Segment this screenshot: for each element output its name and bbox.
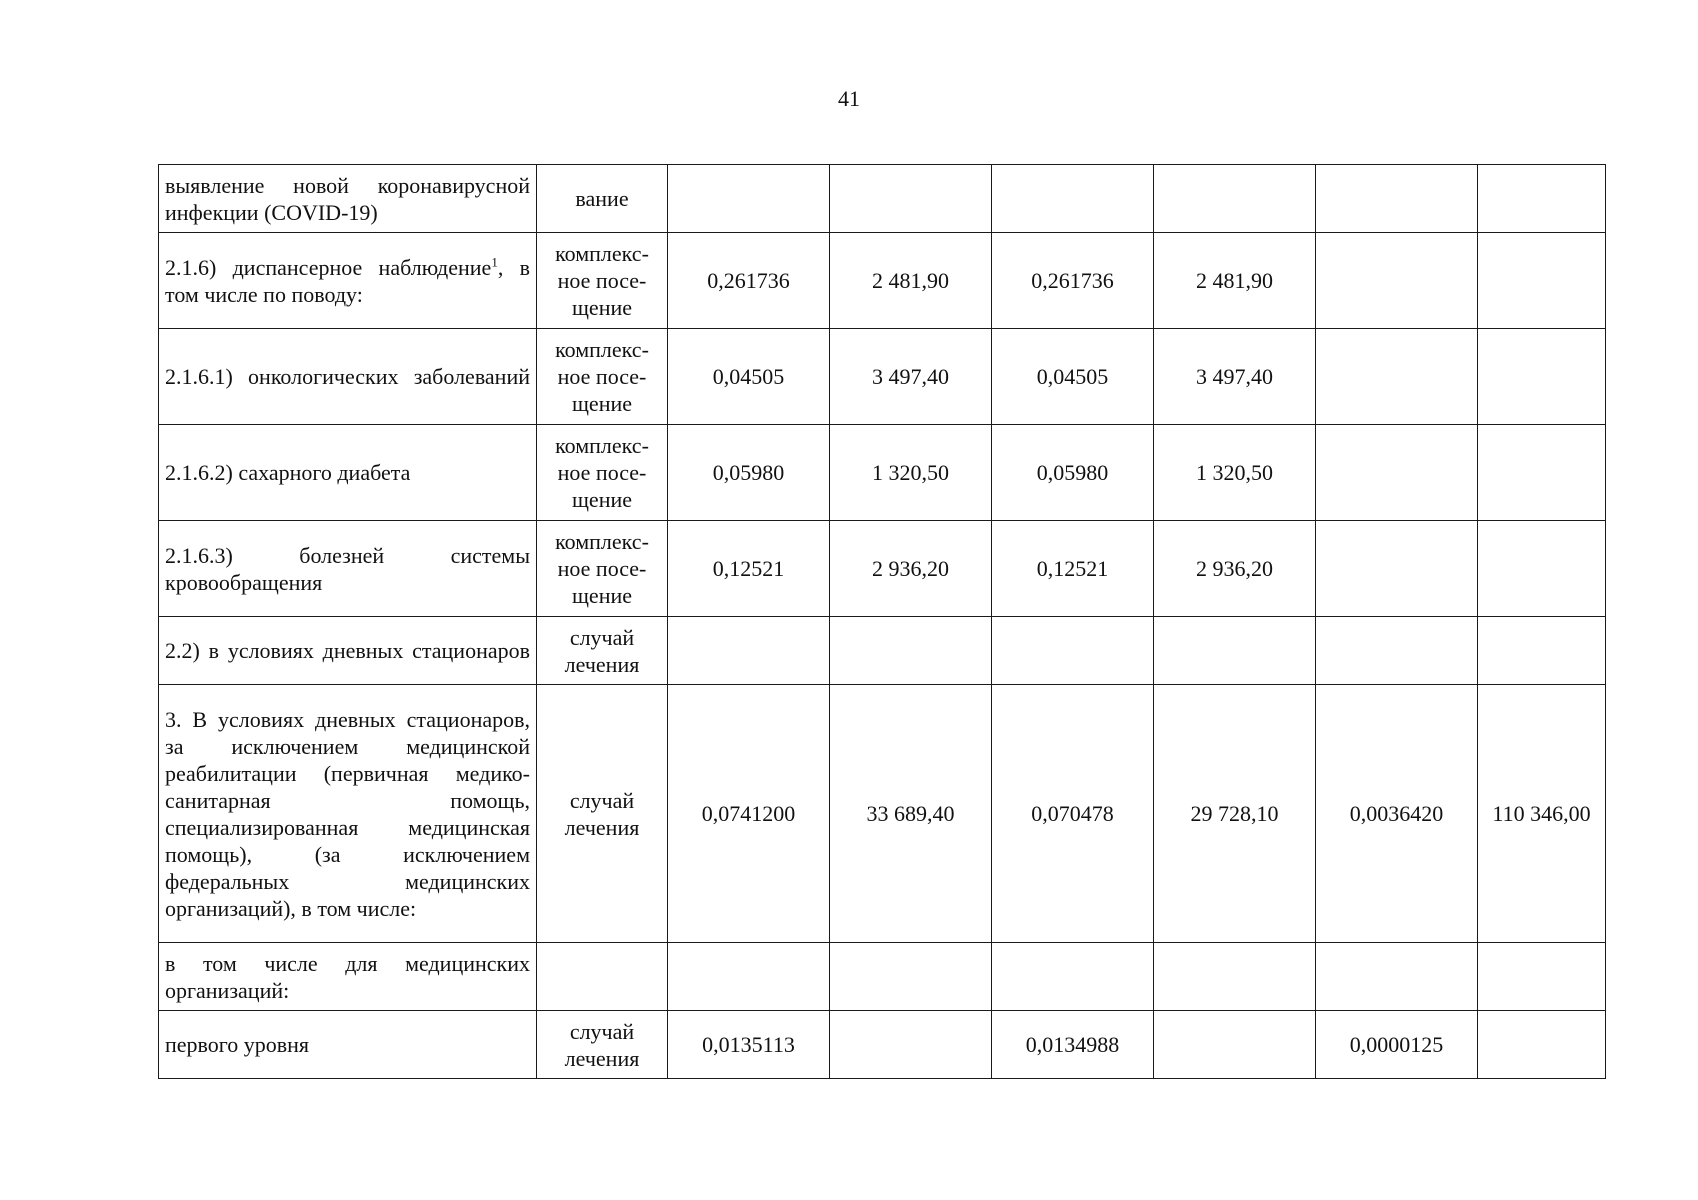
table-row bbox=[159, 1011, 1606, 1079]
cell-value: 2 936,20 bbox=[830, 521, 992, 617]
cell-value: 29 728,10 bbox=[1154, 685, 1316, 943]
row-name: выявление новой коронавирусной инфекции (COVID-19) bbox=[159, 165, 537, 233]
table-row bbox=[159, 521, 1606, 617]
row-name: 2.1.6) диспансерное наблюдение$^1$, в том числе по поводу: bbox=[159, 233, 537, 329]
row-name: 2.1.6.2) сахарного диабета bbox=[159, 425, 537, 521]
cell-value: 0,05980 bbox=[992, 425, 1154, 521]
row-unit: случай лечения bbox=[537, 617, 668, 685]
row-unit bbox=[537, 943, 668, 1011]
cell-value bbox=[1316, 425, 1478, 521]
footnote-mark: 1 bbox=[491, 254, 498, 270]
cell-value: 1 320,50 bbox=[1154, 425, 1316, 521]
row-name: 2.1.6.1) онкологических заболеваний bbox=[159, 329, 537, 425]
cell-value: 3 497,40 bbox=[1154, 329, 1316, 425]
cell-value bbox=[830, 165, 992, 233]
cell-value: 2 481,90 bbox=[1154, 233, 1316, 329]
cell-value: 0,12521 bbox=[668, 521, 830, 617]
cell-value bbox=[1478, 233, 1606, 329]
cell-value bbox=[830, 943, 992, 1011]
cell-value: 0,261736 bbox=[992, 233, 1154, 329]
cell-value: 0,05980 bbox=[668, 425, 830, 521]
table-row bbox=[159, 233, 1606, 329]
cell-value bbox=[1478, 425, 1606, 521]
tariff-table bbox=[158, 164, 1606, 1079]
table-row bbox=[159, 165, 1606, 233]
cell-value bbox=[1316, 165, 1478, 233]
row-unit: случай лечения bbox=[537, 685, 668, 943]
cell-value bbox=[1478, 521, 1606, 617]
cell-value bbox=[1154, 943, 1316, 1011]
row-name: 2.1.6.3) болезней системы кровообращения bbox=[159, 521, 537, 617]
row-unit: вание bbox=[537, 165, 668, 233]
cell-value bbox=[1478, 943, 1606, 1011]
cell-value bbox=[1316, 521, 1478, 617]
cell-value bbox=[1478, 165, 1606, 233]
cell-value bbox=[1478, 617, 1606, 685]
table-row bbox=[159, 617, 1606, 685]
cell-value bbox=[1154, 165, 1316, 233]
cell-value: 0,0134988 bbox=[992, 1011, 1154, 1079]
row-unit: комплекс-ное посе-щение bbox=[537, 233, 668, 329]
row-name: в том числе для медицинских организаций: bbox=[159, 943, 537, 1011]
table-row bbox=[159, 329, 1606, 425]
table-row bbox=[159, 425, 1606, 521]
cell-value bbox=[992, 165, 1154, 233]
table-row bbox=[159, 943, 1606, 1011]
row-name: 2.2) в условиях дневных стационаров bbox=[159, 617, 537, 685]
cell-value bbox=[1154, 1011, 1316, 1079]
cell-value bbox=[668, 943, 830, 1011]
cell-value bbox=[1478, 1011, 1606, 1079]
cell-value bbox=[668, 165, 830, 233]
cell-value bbox=[1478, 329, 1606, 425]
cell-value: 3 497,40 bbox=[830, 329, 992, 425]
row-unit: случай лечения bbox=[537, 1011, 668, 1079]
cell-value: 110 346,00 bbox=[1478, 685, 1606, 943]
cell-value bbox=[1316, 329, 1478, 425]
cell-value bbox=[992, 943, 1154, 1011]
table-row bbox=[159, 685, 1606, 943]
row-name: 3. В условиях дневных стационаров, за исключением медицинской реабилитации (первичная медико-санитарная помощь, специализированная медицинская помощь), (за исключением федеральных медицинских организаций), в том числе: bbox=[159, 685, 537, 943]
cell-value: 0,0135113 bbox=[668, 1011, 830, 1079]
cell-value bbox=[1316, 233, 1478, 329]
cell-value bbox=[1154, 617, 1316, 685]
cell-value bbox=[1316, 617, 1478, 685]
cell-value: 0,0000125 bbox=[1316, 1011, 1478, 1079]
cell-value: 2 481,90 bbox=[830, 233, 992, 329]
cell-value: 0,04505 bbox=[992, 329, 1154, 425]
row-unit: комплекс-ное посе-щение bbox=[537, 425, 668, 521]
cell-value: 0,0036420 bbox=[1316, 685, 1478, 943]
row-unit: комплекс-ное посе-щение bbox=[537, 329, 668, 425]
cell-value bbox=[830, 617, 992, 685]
cell-value bbox=[830, 1011, 992, 1079]
cell-value: 0,04505 bbox=[668, 329, 830, 425]
cell-value: 0,12521 bbox=[992, 521, 1154, 617]
cell-value: 1 320,50 bbox=[830, 425, 992, 521]
cell-value: 0,070478 bbox=[992, 685, 1154, 943]
cell-value bbox=[668, 617, 830, 685]
cell-value: 0,261736 bbox=[668, 233, 830, 329]
row-unit: комплекс-ное посе-щение bbox=[537, 521, 668, 617]
page-number: 41 bbox=[838, 86, 860, 111]
row-name: первого уровня bbox=[159, 1011, 537, 1079]
cell-value bbox=[1316, 943, 1478, 1011]
cell-value: 0,0741200 bbox=[668, 685, 830, 943]
cell-value bbox=[992, 617, 1154, 685]
cell-value: 2 936,20 bbox=[1154, 521, 1316, 617]
cell-value: 33 689,40 bbox=[830, 685, 992, 943]
